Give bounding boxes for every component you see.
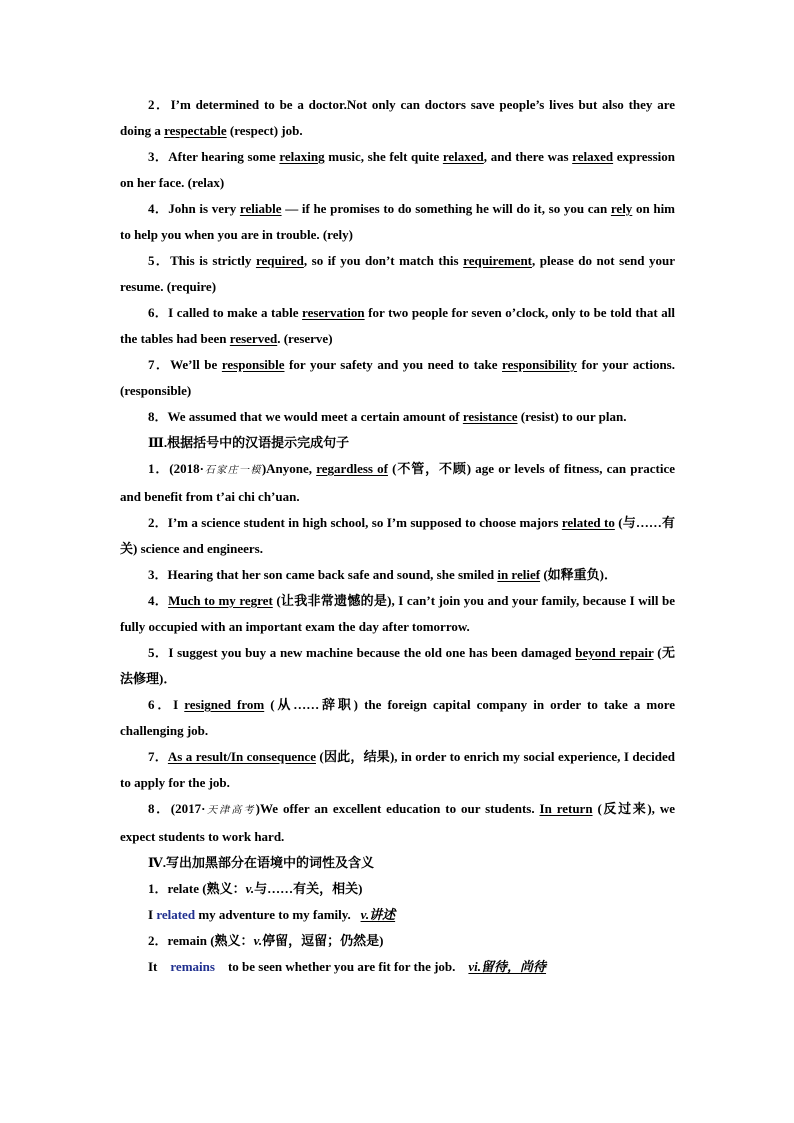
exercise-item: 1．(2018·石家庄一模)Anyone, regardless of (不管，不顾) age or levels of fitness, can practice and benefit from t’ai chi ch’uan. [120,461,675,504]
exercise-item: 7．As a result/In consequence (因此，结果), in order to enrich my social experience, I decided to apply for the job. [120,749,675,790]
exercise-item: 3．Hearing that her son came back safe and sound, she smiled in relief (如释重负)． [148,567,617,582]
answer-word: vi.留待，尚待 [468,959,547,974]
vocab-example: It remains to be seen whether you are fit for the job. vi.留待，尚待 [148,959,547,974]
source-label: 天津高考 [205,805,256,816]
exercise-item: 6．I resigned from (从……辞职) the foreign capital company in order to take a more challenging job. [120,697,675,738]
exercise-item: 3．After hearing some relaxing music, she felt quite relaxed, and there was relaxed expression on her face. (relax) [120,149,676,190]
answer-word: v.讲述 [360,907,396,922]
answer-word: related to [561,515,615,530]
vocab-example: I related my adventure to my family. v.讲述 [148,907,396,922]
answer-word: rely [610,201,633,216]
section-heading: Ⅳ.写出加黑部分在语境中的词性及含义 [148,855,375,870]
answer-word: requirement [463,253,532,268]
vocab-entry: 1．relate (熟义：v.与……有关，相关) [148,881,363,896]
answer-word: Much to my regret [168,593,273,608]
answer-word: regardless of [316,461,388,476]
answer-word: resistance [462,409,518,424]
answer-word: relaxed [442,149,484,164]
answer-word: reservation [302,305,365,320]
section-heading: Ⅲ.根据括号中的汉语提示完成句子 [148,435,350,450]
exercise-item: 6．I called to make a table reservation for two people for seven o’clock, only to be told that all the tables had been reserved. (reserve) [120,305,675,346]
answer-word: in relief [497,567,541,582]
exercise-item: 7．We’ll be responsible for your safety and you need to take responsibility for your actions. (responsible) [120,357,675,398]
answer-word: reserved [229,331,278,346]
answer-word: resigned from [184,697,265,712]
answer-word: beyond repair [575,645,654,660]
answer-word: As a result/In consequence [167,749,316,764]
answer-word: respectable [164,123,227,138]
answer-word: relaxing [279,149,325,164]
exercise-item: 4．Much to my regret (让我非常遗憾的是), I can’t join you and your family, because I will be fully occupied with an important exam the day after tomorrow. [120,593,675,634]
exercise-item: 2．I’m determined to be a doctor.Not only can doctors save people’s lives but also they are doing a respectable (respect) job. [120,97,675,138]
exercise-item: 8．(2017·天津高考)We offer an excellent education to our students. In return (反过来), we expect students to work hard. [120,801,675,844]
answer-word: relaxed [572,149,614,164]
exercise-item: 5．This is strictly required, so if you don’t match this requirement, please do not send your resume. (require) [120,253,675,294]
exercise-item: 2．I’m a science student in high school, so I’m supposed to choose majors related to (与……有关) science and engineers. [120,515,675,556]
highlighted-word: remains [170,959,215,974]
exercise-item: 5．I suggest you buy a new machine because the old one has been damaged beyond repair (无法修理)． [120,645,675,686]
source-label: 石家庄一模 [203,465,262,476]
answer-word: responsible [221,357,285,372]
exercise-item: 8．We assumed that we would meet a certain amount of resistance (resist) to our plan. [148,409,627,424]
answer-word: responsibility [502,357,577,372]
highlighted-word: related [156,907,196,922]
document-body [120,92,675,980]
answer-word: reliable [239,201,282,216]
answer-word: required [255,253,304,268]
vocab-entry: 2．remain (熟义：v.停留，逗留；仍然是) [148,933,384,948]
exercise-item: 4．John is very reliable — if he promises to do something he will do it, so you can rely on him to help you when you are in trouble. (rely) [120,201,676,242]
answer-word: In return [539,801,593,816]
